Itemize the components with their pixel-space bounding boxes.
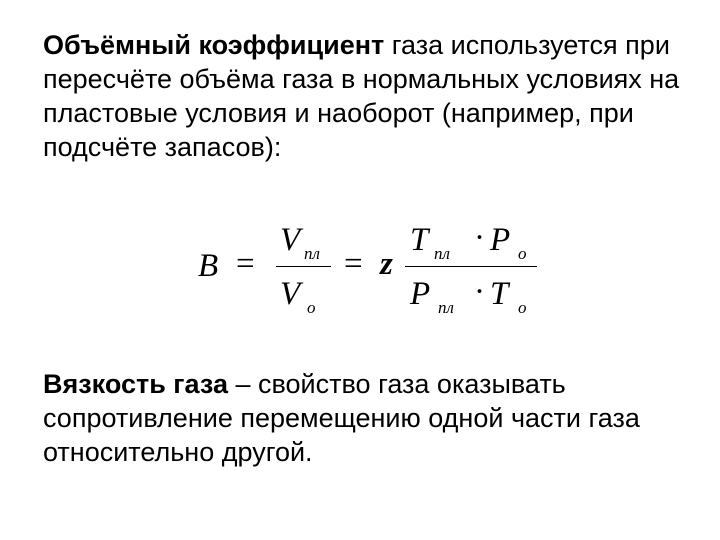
formula-eq2: = [344,246,363,282]
term-gas-viscosity: Вязкость газа [43,369,228,399]
frac2-bar [405,266,537,267]
term-volume-factor: Объёмный коэффициент [43,30,385,60]
formula-z: z [380,246,393,282]
frac1-num-sub: пл [304,244,320,263]
frac1-den-sub: о [307,298,316,317]
frac2-den-P: P [410,276,431,312]
frac2-num-P: P [490,222,511,258]
frac2-den-dot: · [474,274,485,310]
frac2-num-dot: · [474,220,485,256]
frac1-num-var: V [280,222,301,258]
frac2-num-P-sub: о [518,244,527,263]
frac2-den-T-sub: о [518,298,527,317]
paragraph1-text: используется при пересчёте объёма газа в нормальных условиях на пластовые условия и наоборот (например, при подсчёте запасов): [43,30,680,162]
frac2-den-T: T [490,276,509,312]
formula-lhs: B [198,248,219,284]
frac2-den-P-sub: пл [438,298,454,317]
paragraph2-text: – свойство газа оказывать сопротивление перемещению одной части газа относительно другой. [43,369,640,467]
frac1-den-var: V [280,276,301,312]
paragraph-gas-viscosity [43,367,693,469]
paragraph1-line1-rest: газа [384,30,444,60]
formula-eq1: = [236,246,255,282]
frac1-bar [276,266,331,267]
frac2-num-T: T [410,222,429,258]
frac2-num-T-sub: пл [434,244,450,263]
